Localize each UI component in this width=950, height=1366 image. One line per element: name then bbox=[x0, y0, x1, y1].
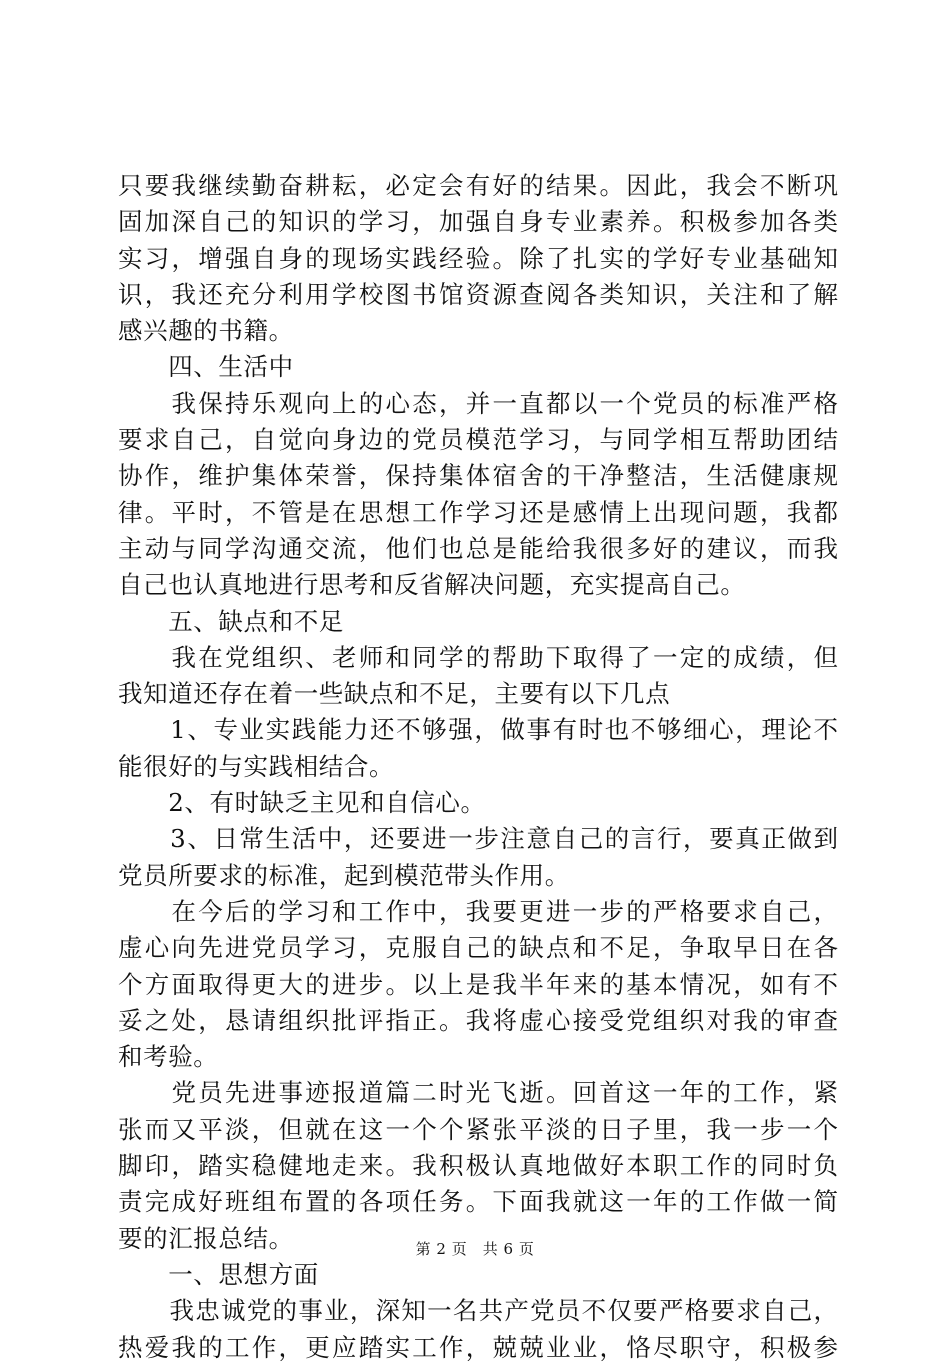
text-line: 在今后的学习和工作中，我要更进一步的严格要求自己， bbox=[118, 896, 838, 926]
text-line: 党员先进事迹报道篇二时光飞逝。回首这一年的工作，紧 bbox=[118, 1078, 838, 1108]
text-line: 实习，增强自身的现场实践经验。除了扎实的学好专业基础知 bbox=[118, 243, 838, 273]
text-line: 妥之处，恳请组织批评指正。我将虚心接受党组织对我的审查 bbox=[118, 1005, 838, 1035]
text-line: 和考验。 bbox=[118, 1042, 219, 1072]
text-line: 我在党组织、老师和同学的帮助下取得了一定的成绩，但 bbox=[118, 642, 838, 672]
text-line: 要的汇报总结。 bbox=[118, 1223, 294, 1253]
text-line: 我保持乐观向上的心态，并一直都以一个党员的标准严格 bbox=[118, 388, 838, 418]
text-line: 识，我还充分利用学校图书馆资源查阅各类知识，关注和了解 bbox=[118, 279, 838, 309]
text-line: 固加深自己的知识的学习，加强自身专业素养。积极参加各类 bbox=[118, 207, 838, 237]
text-line: 自己也认真地进行思考和反省解决问题，充实提高自己。 bbox=[118, 570, 746, 600]
text-line: 2、有时缺乏主见和自信心。 bbox=[118, 788, 486, 818]
page-footer: 第 2 页 共 6 页 bbox=[415, 1240, 535, 1258]
text-line: 能很好的与实践相结合。 bbox=[118, 751, 395, 781]
text-line: 主动与同学沟通交流，他们也总是能给我很多好的建议，而我 bbox=[118, 533, 838, 563]
text-line: 脚印，踏实稳健地走来。我积极认真地做好本职工作的同时负 bbox=[118, 1151, 838, 1181]
text-line: 3、日常生活中，还要进一步注意自己的言行，要真正做到 bbox=[118, 824, 838, 854]
text-line: 要求自己，自觉向身边的党员模范学习，与同学相互帮助团结 bbox=[118, 425, 838, 455]
text-line: 个方面取得更大的进步。以上是我半年来的基本情况，如有不 bbox=[118, 969, 838, 999]
text-line: 律。平时，不管是在思想工作学习还是感情上出现问题，我都 bbox=[118, 497, 838, 527]
text-line: 虚心向先进党员学习，克服自己的缺点和不足，争取早日在各 bbox=[118, 933, 838, 963]
text-line: 张而又平淡，但就在这一个个紧张平淡的日子里，我一步一个 bbox=[118, 1114, 838, 1144]
text-line: 四、生活中 bbox=[118, 352, 294, 382]
text-line: 感兴趣的书籍。 bbox=[118, 316, 294, 346]
text-line: 责完成好班组布置的各项任务。下面我就这一年的工作做一简 bbox=[118, 1187, 838, 1217]
text-line: 只要我继续勤奋耕耘，必定会有好的结果。因此，我会不断巩 bbox=[118, 171, 838, 200]
text-line: 我忠诚党的事业，深知一名共产党员不仅要严格要求自己， bbox=[118, 1296, 838, 1326]
text-line: 五、缺点和不足 bbox=[118, 606, 344, 636]
document-body bbox=[118, 168, 838, 1366]
text-line: 我知道还存在着一些缺点和不足，主要有以下几点 bbox=[118, 679, 671, 709]
text-line: 协作，维护集体荣誉，保持集体宿舍的干净整洁，生活健康规 bbox=[118, 461, 838, 491]
text-line: 一、思想方面 bbox=[118, 1259, 319, 1289]
text-line: 1、专业实践能力还不够强，做事有时也不够细心，理论不 bbox=[118, 715, 838, 745]
text-line: 党员所要求的标准，起到模范带头作用。 bbox=[118, 860, 570, 890]
text-line: 热爱我的工作，更应踏实工作，兢兢业业，恪尽职守，积极参 bbox=[118, 1332, 838, 1362]
